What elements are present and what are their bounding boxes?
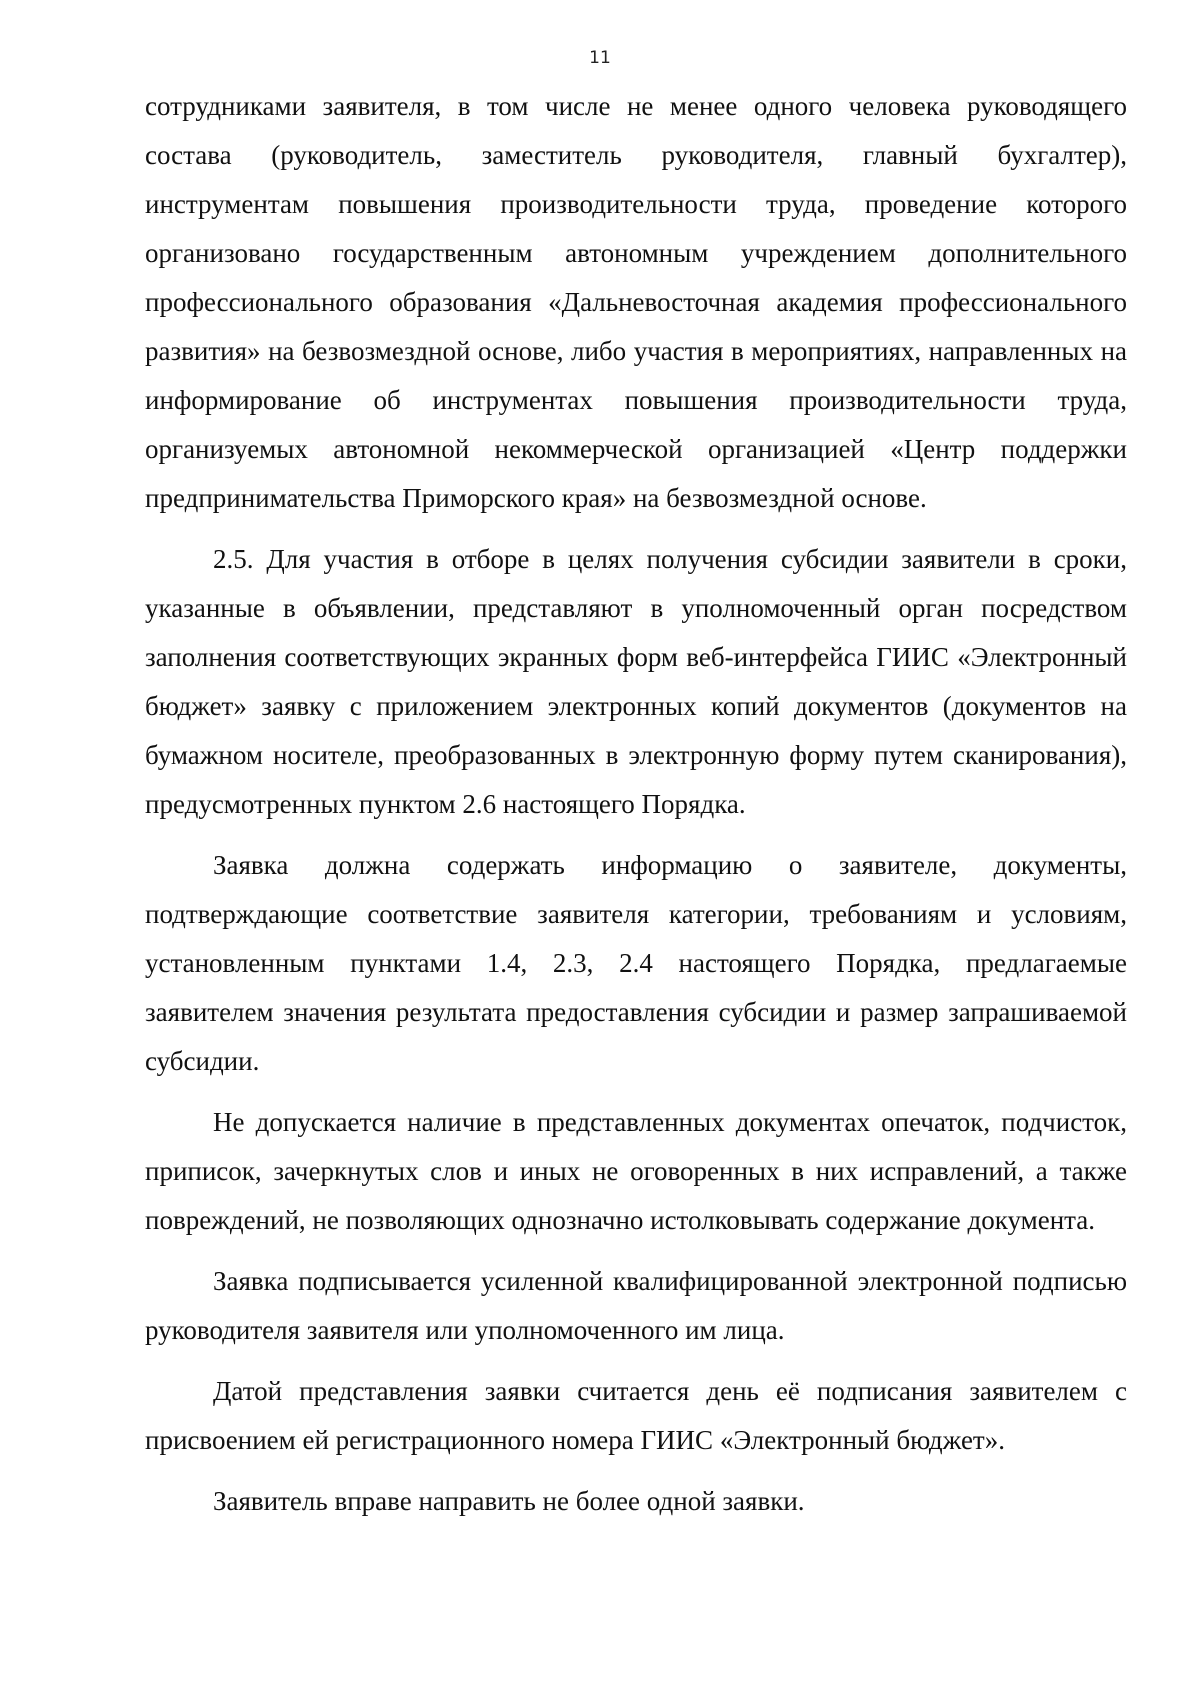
paragraph-continuation: сотрудниками заявителя, в том числе не менее одного человека руководящего состава (руководитель, заместитель руководителя, главный бухгалтер), инструментам повышения производительности труда, проведение которого организовано государственным автономным учреждением дополнительного профессионального образования «Дальневосточная академия профессионального развития» на безвозмездной основе, либо участия в мероприятиях, направленных на информирование об инструментах повышения производительности труда, организуемых автономной некоммерческой организацией «Центр поддержки предпринимательства Приморского края» на безвозмездной основе. xyxy=(145,91,1127,513)
page-number: 11 xyxy=(589,48,611,68)
paragraph-submission-date: Датой представления заявки считается день её подписания заявителем с присвоением ей регистрационного номера ГИИС «Электронный бюджет». xyxy=(145,1376,1127,1455)
paragraph-signature: Заявка подписывается усиленной квалифицированной электронной подписью руководителя заявителя или уполномоченного им лица. xyxy=(145,1266,1127,1345)
paragraph-2-5: 2.5. Для участия в отборе в целях получения субсидии заявители в сроки, указанные в объявлении, представляют в уполномоченный орган посредством заполнения соответствующих экранных форм веб-интерфейса ГИИС «Электронный бюджет» заявку с приложением электронных копий документов (документов на бумажном носителе, преобразованных в электронную форму путем сканирования), предусмотренных пунктом 2.6 настоящего Порядка. xyxy=(145,544,1127,819)
document-body xyxy=(145,82,1127,1526)
paragraph-one-application: Заявитель вправе направить не более одной заявки. xyxy=(213,1486,805,1516)
paragraph-application-content: Заявка должна содержать информацию о заявителе, документы, подтверждающие соответствие заявителя категории, требованиям и условиям, установленным пунктами 1.4, 2.3, 2.4 настоящего Порядка, предлагаемые заявителем значения результата предоставления субсидии и размер запрашиваемой субсидии. xyxy=(145,850,1127,1076)
paragraph-no-errors: Не допускается наличие в представленных документах опечаток, подчисток, приписок, зачеркнутых слов и иных не оговоренных в них исправлений, а также повреждений, не позволяющих однозначно истолковывать содержание документа. xyxy=(145,1107,1127,1235)
